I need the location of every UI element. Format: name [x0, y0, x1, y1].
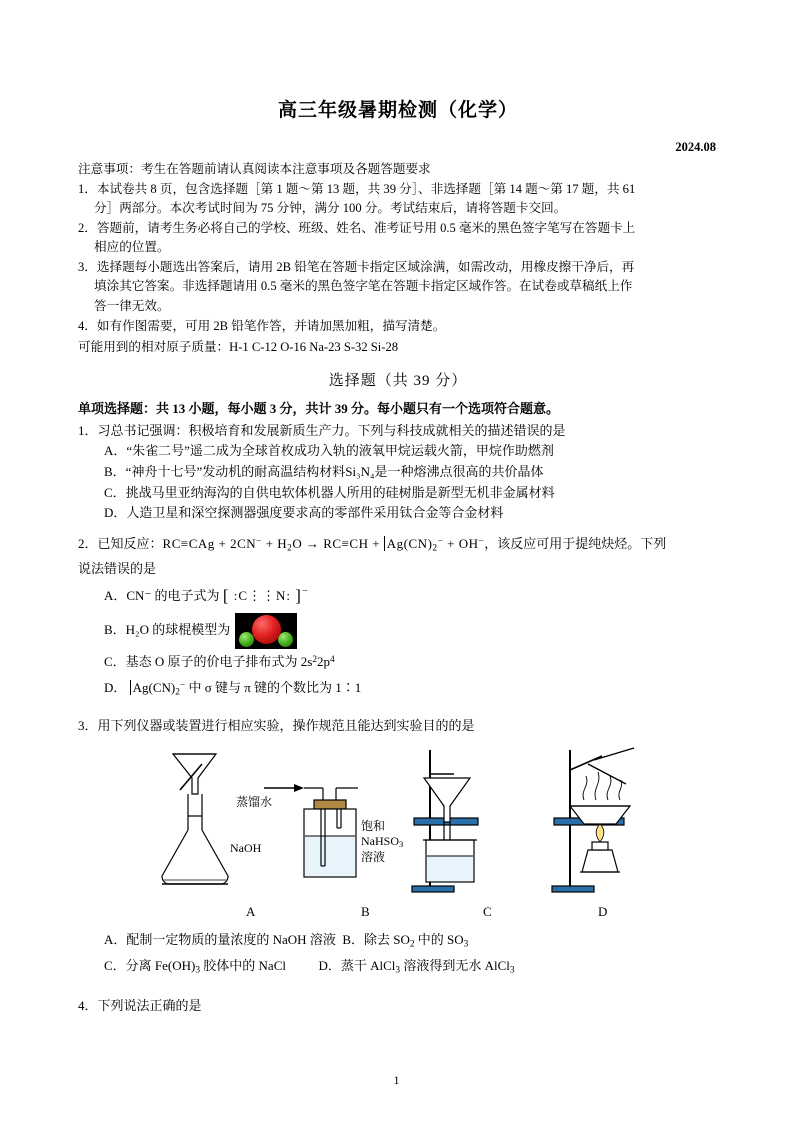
device-c: [412, 750, 478, 892]
apparatus-labels: [118, 904, 678, 922]
question-2: [78, 534, 718, 556]
page-number: 1: [393, 1073, 400, 1087]
option-text: D．人造卫星和深空探测器强度要求高的零部件采用钛合金等合金材料: [104, 505, 504, 521]
notice-line: 3．选择题每小题选出答案后，请用 2B 铅笔在答题卡指定区域涂满，如需改动，用橡皮擦干净后，再: [78, 259, 635, 274]
figure-label-d: D: [598, 903, 608, 919]
question-3-options-row-1: [78, 928, 718, 954]
question-number: 4．: [78, 998, 98, 1014]
section-title: 选择题（共 39 分）: [328, 372, 468, 389]
question-stem-pre: 已知反应：: [97, 536, 163, 552]
question-1: [78, 421, 718, 441]
question-1-option-a: [78, 441, 718, 462]
question-stem: 习总书记强调：积极培育和发展新质生产力。下列与科技成就相关的描述错误的是: [97, 422, 566, 438]
notice-line: 相应的位置。: [94, 240, 170, 255]
label-naoh: NaOH: [230, 840, 262, 855]
question-1-option-d: [78, 503, 718, 524]
question-1-option-b: [78, 462, 718, 483]
notice-line: 答一律无效。: [94, 298, 170, 313]
notice-list: [78, 180, 718, 336]
option-text: C．挑战马里亚纳海沟的自供电软体机器人所用的硅树脂是新型无机非金属材料: [104, 484, 555, 500]
figure-label-a: A: [246, 903, 256, 919]
option-text: D． $Ag(CN)_2^-$ 中 σ 键与 π 键的个数比为 1∶1: [104, 679, 362, 697]
question-number: 3．: [78, 717, 98, 733]
question-stem: 用下列仪器或装置进行相应实验，操作规范且能达到实验目的的是: [97, 717, 475, 733]
notice-line: 填涂其它答案。非选择题请用 0.5 毫米的黑色签字笔在答题卡指定区域作答。在试卷或草稿纸上作: [94, 279, 633, 294]
option-text: C．基态 O 原子的价电子排布式为 $2s^22p^4$: [104, 653, 335, 669]
question-2-option-c: [78, 649, 718, 675]
device-b: [264, 784, 358, 877]
question-stem: 下列说法正确的是: [97, 998, 202, 1014]
label-saturated-nahso3: 饱和 NaHSO$_3$ 溶液: [361, 818, 404, 864]
figure-label-b: B: [361, 903, 370, 919]
option-text: A．配制一定物质的量浓度的 NaOH 溶液 B．除去 $SO_2$ 中的 $SO_3$: [104, 931, 469, 950]
page-title: 高三年级暑期检测（化学）: [277, 100, 518, 121]
page-content: [78, 0, 718, 1016]
reaction-equation: $RC\equiv CAg + 2CN^- + H_2O \to RC\equiv CH + Ag(CN)_2^- + OH^-$: [162, 536, 485, 554]
apparatus-figure: [118, 744, 678, 904]
figure-label-c: C: [483, 903, 492, 919]
option-text: A．CN⁻ 的电子式为: [104, 587, 220, 603]
oxygen-atom: [252, 615, 281, 644]
exam-date: 2024.08: [675, 140, 716, 154]
question-stem-post: ，该反应可用于提纯炔烃。下列: [484, 536, 667, 552]
question-3: [78, 716, 718, 736]
question-number: 2．: [78, 536, 98, 552]
question-1-option-c: [78, 483, 718, 504]
option-text: B．H₂O 的球棍模型为: [104, 621, 231, 637]
notice-line: 2．答题前，请考生务必将自己的学校、班级、姓名、准考证号用 0.5 毫米的黑色签字笔写在答题卡上: [78, 220, 636, 235]
question-2-option-d: [78, 675, 718, 702]
question-2-line2: 说法错误的是: [78, 560, 157, 576]
section-subhead: 单项选择题：共 13 小题，每小题 3 分，共计 39 分。每小题只有一个选项符合题意。: [78, 400, 560, 416]
question-2-option-a: [78, 579, 718, 613]
question-number: 1．: [78, 422, 98, 438]
question-3-options-row-2: [78, 954, 718, 980]
notice-line: 分］两部分。本次考试时间为 75 分钟，满分 100 分。考试结束后，请将答题卡交回。: [94, 201, 567, 216]
water-ball-stick-model: [235, 613, 297, 649]
notice-line: 4．如有作图需要，可用 2B 铅笔作答，并请加黑加粗，描写清楚。: [78, 318, 446, 333]
hydrogen-atom-right: [278, 632, 293, 647]
option-text: B．“神舟十七号”发动机的耐高温结构材料Si₃N₄是一种熔沸点很高的共价晶体: [104, 463, 544, 479]
label-distilled-water: 蒸馏水: [236, 794, 273, 809]
option-text: C．分离 $Fe(OH)_3$ 胶体中的 NaCl D．蒸干 AlCl$_3$ 溶液得到无水 AlCl$_3$: [104, 957, 515, 976]
device-a: [162, 754, 228, 884]
device-d: [552, 748, 634, 892]
atomic-mass-line: 可能用到的相对原子质量：H-1 C-12 O-16 Na-23 S-32 Si-28: [78, 340, 399, 355]
question-4: [78, 996, 718, 1016]
notice-line: 1．本试卷共 8 页，包含选择题［第 1 题～第 13 题，共 39 分］、非选择题［第 14 题～第 17 题，共 61: [78, 181, 636, 196]
option-text: A．“朱雀二号”遥二成为全球首枚成功入轨的液氧甲烷运载火箭，甲烷作助燃剂: [104, 443, 554, 459]
lewis-structure-cn: [ :C⋮⋮N: ]−: [222, 585, 309, 605]
question-2-option-b: [78, 613, 718, 649]
notice-heading: 注意事项：考生在答题前请认真阅读本注意事项及各题答题要求: [78, 162, 431, 176]
